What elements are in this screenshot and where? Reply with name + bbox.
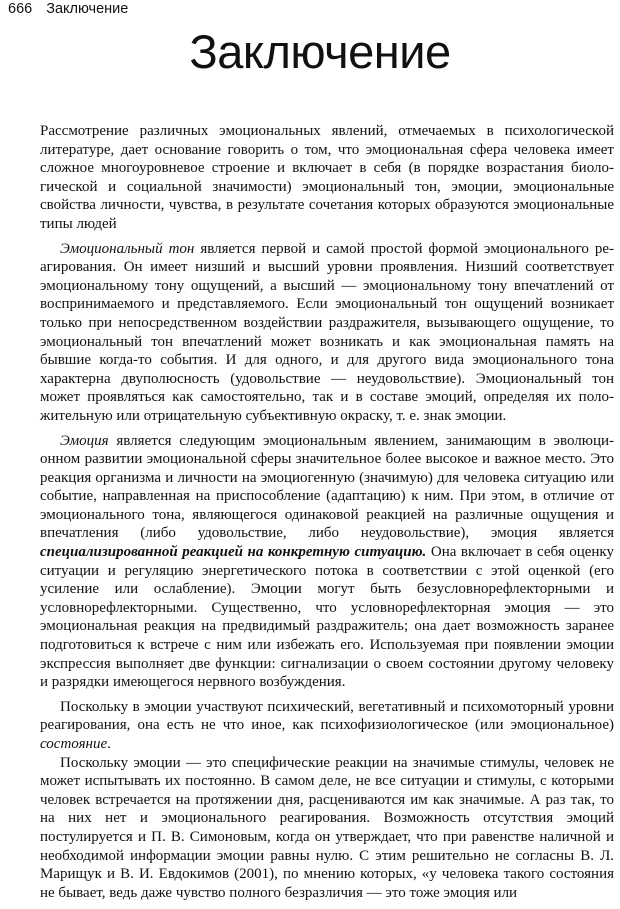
paragraph-text: является следующим эмоциональным явлением, занимающим в эволюционном развитии эмоциональной сферы значительное более высокое и важное место. Это реакция организма и личности на эмоциогенную (значимую) для человека ситуацию или событие, направленная на приспособление (адаптацию) к ним. При этом, в отличие от эмоционального тона, являющегося одинаковой реакцией на различные ощущения и впечатления (либо удовольствие, либо неудовольствие), эмоция является [40, 432, 614, 542]
paragraph-intro: Рассмотрение различных эмоциональных явлений, отмечаемых в психологической литературе, дает основание говорить о том, что эмоциональная сфера человека имеет сложное многоуровневое строение и включает в себя (в порядке возрастания биологической и социальной значимости) эмоциональный тон, эмоции, эмоциональные свойства личности, чувства, в результате сочетания которых образуются эмоциональные типы людей [40, 123, 614, 232]
paragraph-absence: Поскольку эмоции — это специфические реакции на значимые стимулы, человек не может испытывать их постоянно. В самом деле, не все ситуации и стимулы, с которыми человек встречается на протяжении дня, расцениваются им как значимые. А раз так, то на них нет и эмоционального реагирования. Возможность отсутствия эмоций постулируется и П. В. Симоновым, когда он утверждает, что при равенстве наличной и необходимой информации эмоции равны нулю. С этим решительно не согласны В. Л. Марищук и В. И. Евдокимов (2001), по мнению которых, «у человека такого состояния не бывает, ведь даже чувство полного безразличия — это тоже эмоция или [40, 754, 614, 901]
paragraph-text: Поскольку в эмоции участвуют психический, вегетативный и психомоторный уровни реагирования, она есть не что иное, как психофизиологическое (или эмоциональное) [40, 698, 614, 734]
page-number: 666 [8, 1, 33, 17]
running-header [8, 0, 128, 18]
paragraph-text: является первой и самой простой формой эмоционального реагирования. Он имеет низший и высший уровни проявления. Низший соответствует эмоциональному тону ощущений, а высший — эмоциональному тону впечатлений от воспринимаемого и представляемого. Если эмоциональный тон ощущений возникает только при непосредственном воздействии раздражителя, вызывающего ощущение, то эмоциональный тон впечатлений может возникать и как эмоциональная память на бывшие когда-то события. И для одного, и для другого вида эмоционального тона характерна двуполюсность (удовольствие — неудовольствие). Эмоциональный тон может проявляться как самостоятельно, так и в составе эмоций, определяя их положительную или отрицательную субъективную окраску, т. е. знак эмоции. [40, 240, 614, 424]
term-emotion: Эмоция [60, 432, 109, 449]
paragraph-text: Она включает в себя оценку ситуации и регуляцию энергетического потока в соответствии с этой оценкой (его усиление или ослабление). Эмоции могут быть безусловнорефлекторными и условнорефлекторными. Существенно, что условнорефлекторная эмоция — это эмоциональная реакция на предвидимый раздражитель; она дает возможность заранее подготовиться к встрече с ним или избежать его. Используемая при появлении эмоции экспрессия выполняет две функции: сигнализации о своем состоянии другому человеку и разрядки имеющегося нервного возбуждения. [40, 544, 615, 691]
paragraph-end: . [107, 736, 111, 752]
emphasis-specialized-reaction: специализированной реакцией на конкретную ситуацию. [40, 544, 427, 561]
paragraph-emotional-tone [40, 240, 614, 426]
chapter-title: Заключение [189, 25, 451, 78]
body-text [40, 122, 614, 908]
term-emotional-tone: Эмоциональный тон [60, 240, 195, 257]
running-title: Заключение [46, 1, 129, 17]
paragraph-state [40, 698, 614, 754]
term-state: состояние [40, 736, 108, 752]
paragraph-emotion [40, 432, 614, 692]
